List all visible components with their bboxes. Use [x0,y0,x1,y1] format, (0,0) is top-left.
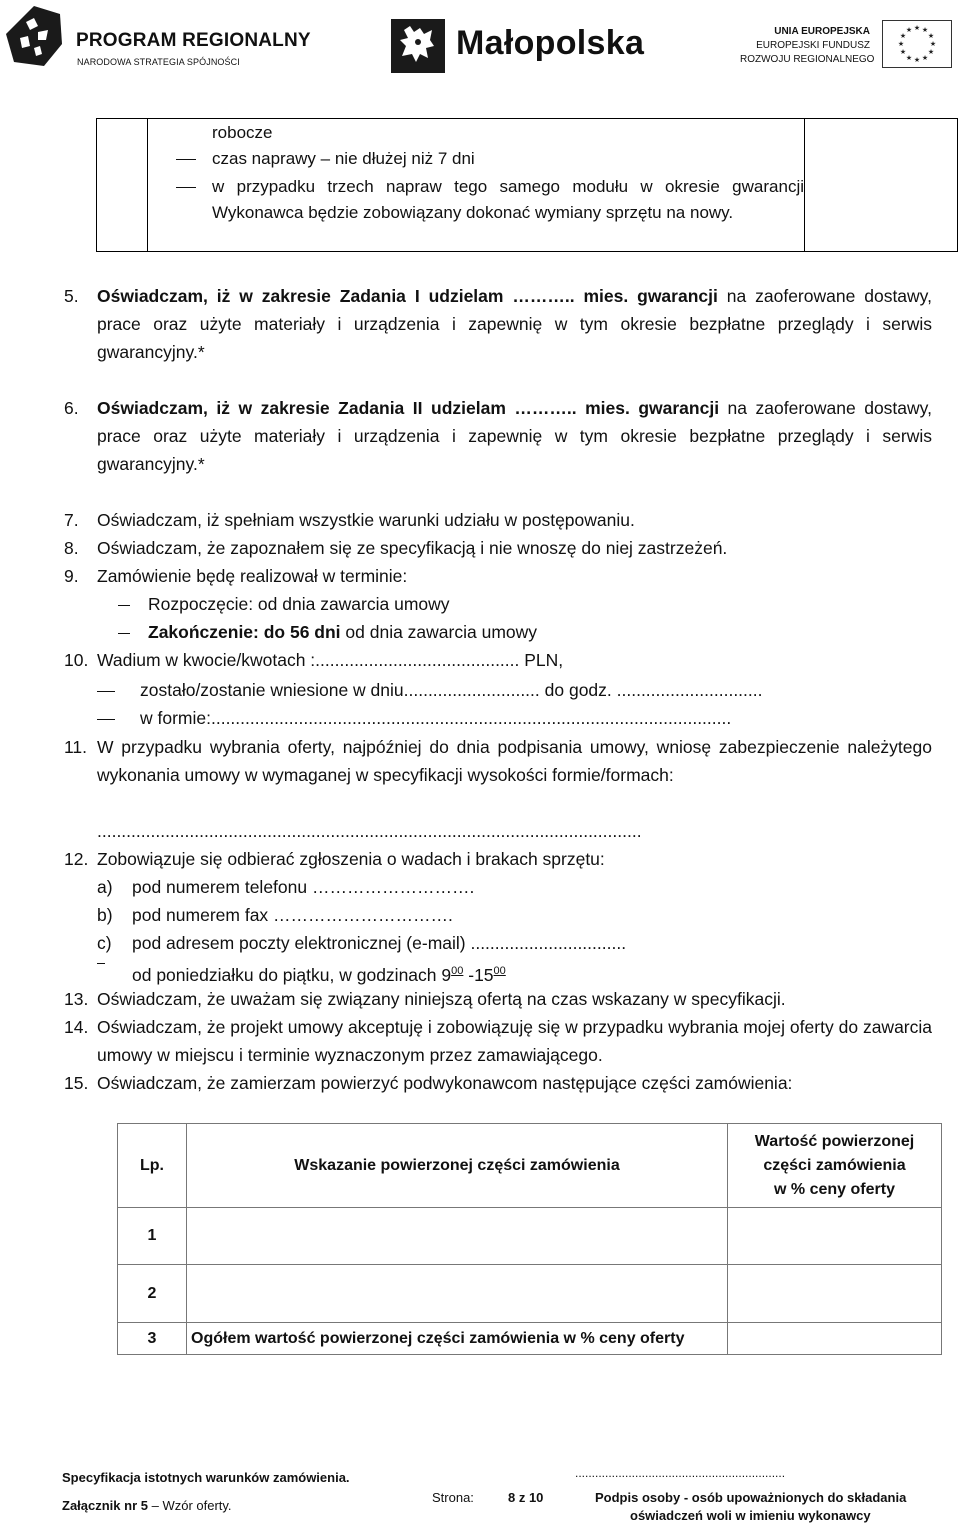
svg-text:★: ★ [927,32,935,40]
eu-line-3: ROZWOJU REGIONALNEGO [740,54,875,65]
table-header-value: Wartość powierzonej części zamówienia w % ceny oferty [728,1124,942,1208]
item-6-text [97,394,932,478]
item-5-rest: na zaoferowane dostawy, prace oraz użyte materiały i urządzenia i zapewnię w tym okresie bezpłatne przeglądy i serwis gwarancyjny.* [97,286,932,362]
item-10-text: Wadium w kwocie/kwotach :.......................................... PLN, [97,650,564,670]
eu-flag-icon [882,20,952,68]
program-subtitle: NARODOWA STRATEGIA SPÓJNOŚCI [77,57,240,67]
item-9-number: 9. [64,566,79,586]
footer-signature-dots: ............................................................... [575,1466,786,1480]
dash-icon [118,633,130,634]
svg-text:★: ★ [913,56,921,64]
box-bullet-2 [176,174,804,226]
dash-icon [176,159,196,160]
dash-icon [97,963,105,964]
item-8-number: 8. [64,538,79,558]
table-cell-lp: 3 [118,1323,187,1355]
table-row-total [118,1323,942,1355]
svg-text:★: ★ [905,54,913,62]
item-9-sub-1: Rozpoczęcie: od dnia zawarcia umowy [118,590,450,618]
region-name: Małopolska [456,24,645,62]
item-5-text [97,282,932,366]
table-header-lp: Lp. [118,1124,187,1208]
svg-text:★: ★ [905,26,913,34]
svg-text:★: ★ [927,48,935,56]
table-cell-value[interactable] [728,1323,942,1355]
footer-signature-line-1: Podpis osoby - osób upoważnionych do składania [595,1490,907,1505]
table-cell-value[interactable] [728,1208,942,1265]
item-7-text: Oświadczam, iż spełniam wszystkie warunki udziału w postępowaniu. [97,510,635,530]
item-6-rest: na zaoferowane dostawy, prace oraz użyte materiały i urządzenia i zapewnię w tym okresie bezpłatne przeglądy i serwis gwarancyjny.* [97,398,932,474]
dash-icon [176,187,196,188]
table-row [118,1265,942,1323]
item-14-text: Oświadczam, że projekt umowy akceptuję i zobowiązuję się w przypadku wybrania mojej oferty do zawarcia umowy w miejscu i terminie wyznaczonym przez zamawiającego. [97,1017,932,1065]
table-cell-description[interactable] [187,1265,728,1323]
svg-text:★: ★ [929,40,937,48]
table-cell-lp: 1 [118,1208,187,1265]
item-13-number: 13. [64,989,89,1009]
box-bullet-1 [176,146,804,172]
box-bullet-2-text: w przypadku trzech napraw tego samego modułu w okresie gwarancji Wykonawca będzie zobowiązany dokonać wymiany sprzętu na nowy. [212,177,804,222]
item-6-bold: Oświadczam, iż w zakresie Zadania II udzielam ……….. mies. gwarancji [97,398,720,418]
header [0,0,960,80]
table-cell-description: Ogółem wartość powierzonej części zamówienia w % ceny oferty [187,1323,728,1355]
footer-spec-title: Specyfikacja istotnych warunków zamówienia. [62,1470,350,1485]
svg-text:★: ★ [897,40,905,48]
table-cell-value[interactable] [728,1265,942,1323]
footer-attachment: Załącznik nr 5 – Wzór oferty. [62,1498,232,1513]
svg-text:★: ★ [921,26,929,34]
footer-page-label: Strona: [432,1490,474,1505]
item-7-number: 7. [64,510,79,530]
item-12-a: a) pod numerem telefonu ………………………. [97,877,475,897]
item-11-dots: ................................................................................................................ [97,821,642,841]
table-header-row [118,1124,942,1208]
table-header-description: Wskazanie powierzonej części zamówienia [187,1124,728,1208]
item-15-number: 15. [64,1073,89,1093]
svg-text:★: ★ [921,54,929,62]
item-12-text: Zobowiązuje się odbierać zgłoszenia o wadach i brakach sprzętu: [97,849,605,869]
item-12-d: od poniedziałku do piątku, w godzinach $9^{00}$ $-15^{00}$ [97,957,506,989]
item-12-b: b) pod numerem fax …………………………. [97,905,453,925]
item-5-number: 5. [64,286,79,306]
item-14-number: 14. [64,1017,89,1037]
item-10-sub-1: zostało/zostanie wniesione w dniu............................ do godz. .............................. [97,676,763,704]
item-12-c: c) pod adresem poczty elektronicznej (e-mail) ................................ [97,933,627,953]
table-row [118,1208,942,1265]
svg-text:★: ★ [899,48,907,56]
item-15-text: Oświadczam, że zamierzam powierzyć podwykonawcom następujące części zamówienia: [97,1073,793,1093]
item-6-number: 6. [64,398,79,418]
item-12-number: 12. [64,849,89,869]
item-11-text: W przypadku wybrania oferty, najpóźniej do dnia podpisania umowy, wniosę zabezpieczenie należytego wykonania umowy w wymaganej w specyfikacji wysokości formie/formach: [97,737,932,785]
item-9-text: Zamówienie będę realizował w terminie: [97,566,408,586]
svg-text:★: ★ [913,24,921,32]
program-title: PROGRAM REGIONALNY [76,30,311,51]
svg-text:★: ★ [899,32,907,40]
item-5-bold: Oświadczam, iż w zakresie Zadania I udzielam ……….. mies. gwarancji [97,286,718,306]
eu-line-2: EUROPEJSKI FUNDUSZ [756,40,870,51]
item-8-text: Oświadczam, że zapoznałem się ze specyfikacją i nie wnoszę do niej zastrzeżeń. [97,538,728,558]
table-cell-description[interactable] [187,1208,728,1265]
table-divider-right [804,118,805,252]
program-regionalny-logo [4,4,64,68]
dash-icon [118,605,130,606]
item-13-text: Oświadczam, że uważam się związany niniejszą ofertą na czas wskazany w specyfikacji. [97,989,786,1009]
footer-page-value: 8 z 10 [508,1490,544,1505]
item-10-sub-2: w formie:........................................................................................................... [97,704,731,732]
item-11-number: 11. [64,737,88,757]
table-divider-left [147,118,148,252]
item-9-sub-2: Zakończenie: do 56 dni od dnia zawarcia umowy [118,618,537,646]
table-cell-lp: 2 [118,1265,187,1323]
box-bullet-1-text: czas naprawy – nie dłużej niż 7 dni [212,149,475,168]
dash-icon [97,691,115,692]
box-text-robocze: robocze [212,123,273,142]
subcontractor-table [117,1123,942,1355]
malopolska-emblem-icon [390,18,446,74]
item-10-number: 10. [64,650,89,670]
eu-line-1: UNIA EUROPEJSKA [774,26,870,37]
footer-signature-line-2: oświadczeń woli w imieniu wykonawcy [630,1508,871,1523]
dash-icon [97,719,115,720]
